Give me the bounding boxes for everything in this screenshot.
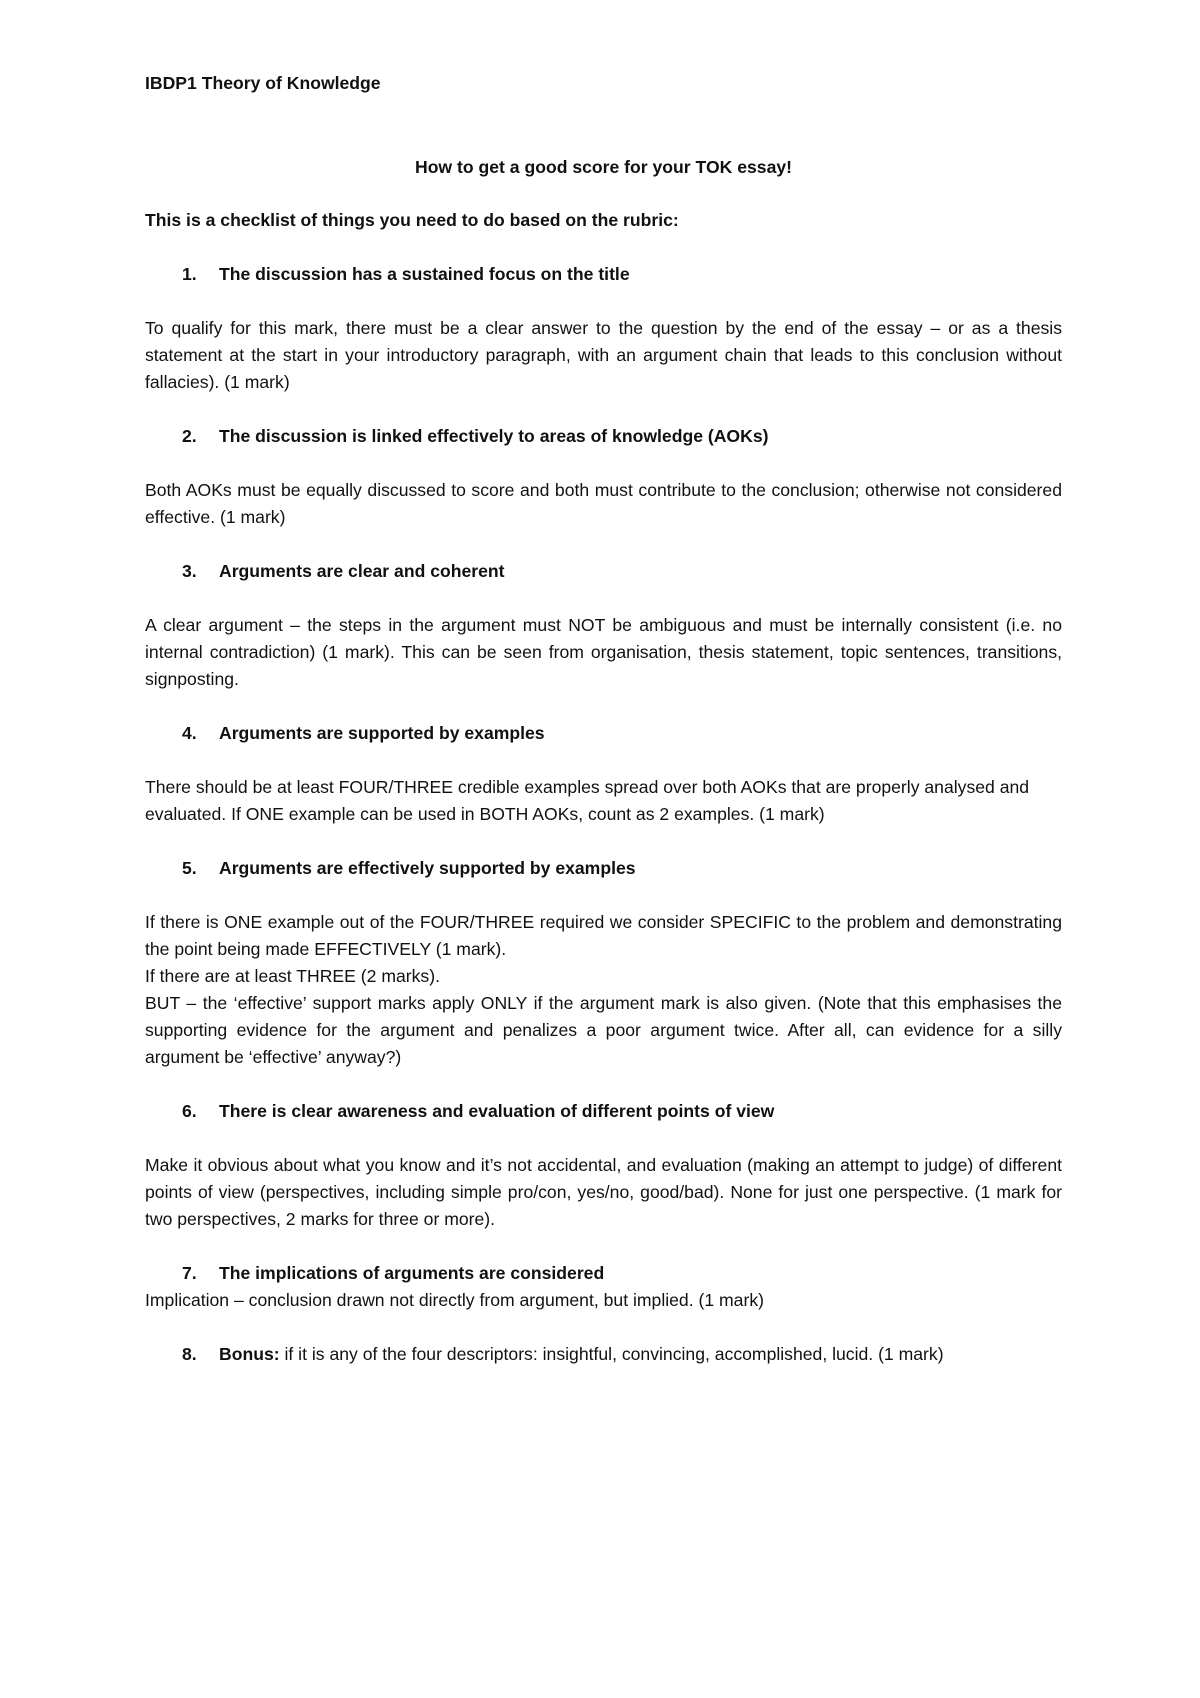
checklist-item-5-body — [145, 909, 1062, 1071]
checklist-item-8-heading — [145, 1341, 1062, 1368]
checklist-item-6-body: Make it obvious about what you know and it’s not accidental, and evaluation (making an attempt to judge) of different points of view (perspectives, including simple pro/con, yes/no, good/bad). None for just one perspective. (1 mark for two perspectives, 2 marks for three or more). — [145, 1155, 1062, 1229]
checklist-item-3-body: A clear argument – the steps in the argument must NOT be ambiguous and must be internally consistent (i.e. no internal contradiction) (1 mark). This can be seen from organisation, thesis statement, topic sentences, transitions, signposting. — [145, 615, 1062, 689]
item-heading-text: Arguments are effectively supported by examples — [219, 858, 636, 878]
body-line: BUT – the ‘effective’ support marks apply ONLY if the argument mark is also given. (Note that this emphasises the supporting evidence for the argument and penalizes a poor argument twice. After all, can evidence for a silly argument be ‘effective’ anyway?) — [145, 993, 1062, 1067]
item-heading-text: Arguments are supported by examples — [219, 723, 545, 743]
document-title: How to get a good score for your TOK essay! — [414, 157, 793, 177]
item-number: 1. — [182, 264, 197, 284]
bonus-description: if it is any of the four descriptors: insightful, convincing, accomplished, lucid. (1 mark) — [279, 1344, 944, 1364]
document-page — [145, 70, 1062, 1368]
bonus-label: Bonus: — [219, 1344, 280, 1364]
item-heading-text: The implications of arguments are considered — [219, 1263, 605, 1283]
item-number: 6. — [182, 1101, 197, 1121]
checklist-item-2-heading — [145, 423, 1062, 450]
checklist-item-3-heading — [145, 558, 1062, 585]
body-line: If there are at least THREE (2 marks). — [145, 966, 440, 986]
document-header: IBDP1 Theory of Knowledge — [145, 73, 381, 93]
checklist-item-1-body: To qualify for this mark, there must be a clear answer to the question by the end of the essay – or as a thesis statement at the start in your introductory paragraph, with an argument chain that leads to this conclusion without fallacies). (1 mark) — [145, 318, 1062, 392]
item-number: 8. — [182, 1344, 197, 1364]
item-number: 3. — [182, 561, 197, 581]
item-heading-text: There is clear awareness and evaluation of different points of view — [219, 1101, 775, 1121]
checklist-item-7-body: Implication – conclusion drawn not directly from argument, but implied. (1 mark) — [145, 1290, 764, 1310]
item-heading-text: Arguments are clear and coherent — [219, 561, 505, 581]
item-number: 7. — [182, 1263, 197, 1283]
item-number: 5. — [182, 858, 197, 878]
checklist-item-2-body: Both AOKs must be equally discussed to score and both must contribute to the conclusion; otherwise not considered effective. (1 mark) — [145, 480, 1062, 527]
checklist-item-4-heading — [145, 720, 1062, 747]
checklist-item-4-body: There should be at least FOUR/THREE credible examples spread over both AOKs that are properly analysed and evaluated. If ONE example can be used in BOTH AOKs, count as 2 examples. (1 mark) — [145, 777, 1030, 824]
item-heading-text: The discussion has a sustained focus on the title — [219, 264, 630, 284]
intro-text: This is a checklist of things you need to do based on the rubric: — [145, 210, 679, 230]
checklist-item-7-heading — [145, 1260, 1062, 1287]
item-number: 2. — [182, 426, 197, 446]
item-number: 4. — [182, 723, 197, 743]
checklist-item-1-heading — [145, 261, 1062, 288]
checklist-item-6-heading — [145, 1098, 1062, 1125]
checklist-item-5-heading — [145, 855, 1062, 882]
body-line: If there is ONE example out of the FOUR/THREE required we consider SPECIFIC to the problem and demonstrating the point being made EFFECTIVELY (1 mark). — [145, 912, 1062, 959]
item-heading-text: The discussion is linked effectively to areas of knowledge (AOKs) — [219, 426, 769, 446]
